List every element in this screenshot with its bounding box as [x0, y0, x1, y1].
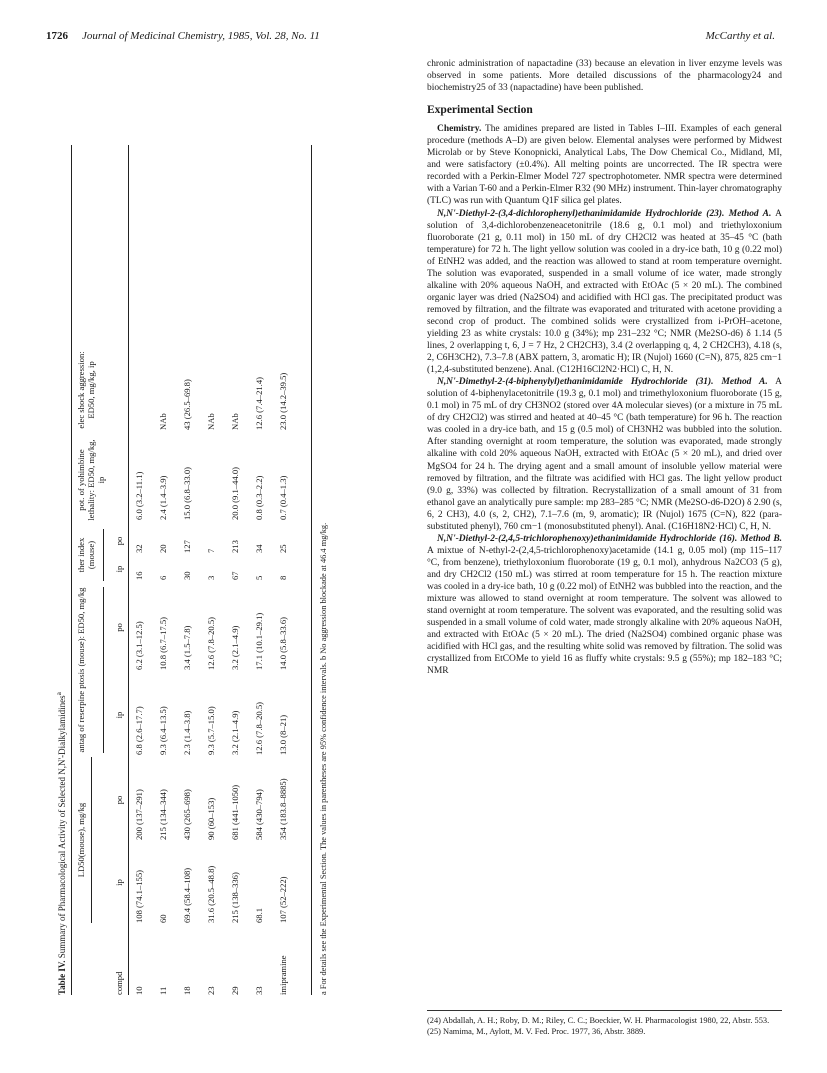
cell-yoh: 15.0 (6.8–33.0) [182, 467, 192, 520]
cell-ti_po: 34 [254, 544, 264, 553]
references [427, 1010, 782, 1037]
cell-yoh: 0.8 (0.3–2.2) [254, 475, 264, 520]
cell-pt_ip: 13.0 (8–21) [278, 714, 288, 755]
cell-compd: 23 [206, 986, 216, 995]
ld50-underline [91, 757, 92, 923]
compound-31-paragraph [427, 376, 782, 533]
cell-ld_ip: 107 (52–222) [278, 876, 288, 923]
group-header-yohimbine: pot. of yohimbine lethality: ED50, mg/kg, ip [76, 439, 106, 521]
cell-compd: imipramine [278, 955, 288, 995]
cell-ld_ip: 68.1 [254, 907, 264, 923]
cell-ld_po: 215 (134–344) [158, 789, 168, 840]
cell-pt_po: 6.2 (3.1–12.5) [134, 621, 144, 670]
cell-yoh: 6.0 (3.2–11.1) [134, 471, 144, 520]
compound-23-text: A solution of 3,4-dichlorobenzeneacetonitrile (18.6 g, 0.1 mol) and triethyloxonium fluoroborate (21 g, 0.11 mol) in 150 mL of dry CH2Cl2 was heated at 35–45 °C (bath temperature) for 72 h. The light yellow solution was cooled in a dry-ice bath, 10 g (0.22 mol) of EtNH2 was added, and the reaction was allowed to stand at room temperature overnight. The solution was evaporated, suspended in a small volume of ice water, made strongly alkaline with 20% aqueous NaOH, and extracted with EtOAc (5 × 20 mL). The combined organic layer was dried (Na2SO4) and acidified with HCl gas. The precipitated product was removed by filtration, and the filtrate was evaporated and triturated with acetone providing a second crop of product. The combined solids were crystallized from i-PrOH–acetone, yielding 23 as white crystals: 10.0 g (34%); mp 231–232 °C; NMR (Me2SO-d6) δ 1.14 (5 lines, 2 overlapping t, 6, J = 7 Hz, 2 CH2CH3), 3.4 (2 overlapping q, 4, 2 CH2CH3), 4.18 (s, 2, C6H3CH2), 7.3–7.8 (ABX pattern, 3, aromatic H); IR (Nujol) 1660 (C=N), 875, 825 cm−1 (1,2,4-substituted benzene). Anal. (C12H16Cl2N2·HCl) C, H, N. [427, 208, 782, 376]
cell-shock: 12.6 (7.4–21.4) [254, 377, 264, 430]
cell-ld_ip: 60 [158, 914, 168, 923]
cell-ld_ip: 108 (74.1–155) [134, 870, 144, 923]
table-caption-label: Table IV. [57, 960, 67, 995]
cell-pt_ip: 9.3 (6.4–13.5) [158, 706, 168, 755]
reference-25: (25) Namima, M., Aylott, M. V. Fed. Proc. 1977, 36, Abstr. 3889. [427, 1027, 646, 1036]
ld50-po-header: po [114, 795, 124, 805]
cell-shock: NAb [230, 413, 240, 430]
chemistry-text: The amidines prepared are listed in Tables I–III. Examples of each general procedure (methods A–D) are given below. Elemental analyses were performed by Midwest Microlab or by Steve Konopnicki, Analytical Labs, The Dow Chemical Co., Midland, MI, and were satisfactory (±0.4%). All melting points are uncorrected. The IR spectra were recorded with a Perkin-Elmer Model 727 spectrophotometer. NMR spectra were determined with a Varian T-60 and a Perkin-Elmer R32 (90 MHz) instrument. Thin-layer chromatography (TLC) was run with Quantum Q1F silica gel plates. [427, 124, 782, 207]
page-number: 1726 [46, 30, 68, 42]
cell-pt_ip: 3.2 (2.1–4.9) [230, 710, 240, 755]
cell-compd: 11 [158, 986, 168, 995]
section-title: Experimental Section [427, 104, 533, 117]
cell-compd: 10 [134, 986, 144, 995]
table-caption-sup: a [54, 692, 63, 696]
running-authors: McCarthy et al. [705, 30, 775, 42]
cell-yoh: 20.0 (9.1–44.0) [230, 467, 240, 520]
cell-pt_ip: 6.8 (2.6–17.7) [134, 706, 144, 755]
ther-underline [103, 529, 104, 581]
running-header [46, 30, 775, 46]
cell-ti_po: 213 [230, 540, 240, 553]
cell-shock: NAb [158, 413, 168, 430]
compound-16-paragraph [427, 533, 782, 678]
cell-ti_po: 32 [134, 544, 144, 553]
cell-compd: 18 [182, 986, 192, 995]
ptosis-underline [103, 587, 104, 753]
journal-citation: Journal of Medicinal Chemistry, 1985, Vol. 28, No. 11 [82, 30, 320, 42]
cell-ld_po: 90 (60–153) [206, 797, 216, 840]
cell-pt_po: 14.0 (5.8–33.6) [278, 617, 288, 670]
cell-ld_po: 354 (183.8–8885) [278, 778, 288, 840]
chemistry-paragraph [427, 123, 782, 207]
cell-ti_ip: 8 [278, 575, 288, 580]
cell-ti_po: 20 [158, 544, 168, 553]
compound-31-heading: N,N'-Dimethyl-2-(4-biphenylyl)ethanimidamide Hydrochloride (31). Method A. [437, 377, 768, 388]
cell-ld_po: 200 (137–291) [134, 789, 144, 840]
chemistry-heading: Chemistry. [437, 124, 482, 135]
cell-ti_po: 127 [182, 540, 192, 553]
cell-compd: 29 [230, 986, 240, 995]
ld50-ip-header: ip [114, 879, 124, 886]
table-bottom-rule [311, 145, 312, 995]
cell-pt_po: 3.4 (1.5–7.8) [182, 625, 192, 670]
cell-ti_po: 25 [278, 544, 288, 553]
group-header-ld50: LD50(mouse), mg/kg [76, 802, 86, 878]
reference-24: (24) Abdallah, A. H.; Roby, D. M.; Riley, C. C.; Boeckier, W. H. Pharmacologist 1980, 22, Abstr. 553. [427, 1016, 770, 1025]
ptosis-ip-header: ip [114, 711, 124, 719]
table-iv [55, 145, 335, 995]
compound-23-heading: N,N'-Diethyl-2-(3,4-dichlorophenyl)ethanimidamide Hydrochloride (23). Method A. [437, 208, 772, 219]
compound-16-heading: N,N'-Diethyl-2-(2,4,5-trichlorophenoxy)ethanimidamide Hydrochloride (16). Method B. [437, 533, 782, 544]
table-footnote: a For details see the Experimental Section. The values in parentheses are 95% confidence intervals. b No aggression blockade at 46.4 mg/kg. [319, 522, 328, 995]
ptosis-po-header: po [114, 623, 124, 632]
cell-ti_ip: 5 [254, 575, 264, 580]
compound-16-text: A mixtue of N-ethyl-2-(2,4,5-trichlorophenoxy)acetamide (14.1 g, 0.05 mol) (mp 115–117 °C, from benzene), triethyloxonium fluoroborate (19 g, 0.1 mol), anhydrous Na2CO3 (5 g), and dry CH2Cl2 (150 mL) was stirred at room temperature for 15 h. The reaction mixture was cooled in a dry-ice bath, 10 g (0.22 mol) of EtNH2 was bubbled into the reaction, and the mixture was allowed to stand overnight at room temperature. The solvent was allowed to stand overnight at room temperature. The solvent was evaporated, and the resulting solid was suspended in a small volume of cold water, made strongly alkaline with 20% aqueous NaOH, and extracted with EtOAc (5 × 20 mL). The dried (Na2SO4) combined organic phase was acidified with HCl gas, and the resulting white solid was removed by filtration. The solid was crystallized from EtCOMe to yield 16 as fluffy white crystals: 9.5 g (55%); mp 182–183 °C; NMR [427, 545, 782, 677]
cell-ti_po: 7 [206, 548, 216, 553]
group-header-shock: elec shock aggression: ED50, mg/kg, ip [76, 351, 96, 429]
cell-ld_ip: 31.6 (20.5–48.8) [206, 865, 216, 923]
col-header-compd: compd [114, 971, 124, 995]
cell-ld_po: 584 (430–794) [254, 789, 264, 840]
table-header-rule [128, 145, 129, 995]
compound-23-paragraph [427, 208, 782, 377]
table-top-rule [71, 145, 72, 995]
cell-ti_ip: 16 [134, 571, 144, 580]
cell-compd: 33 [254, 986, 264, 995]
table-caption-text: Summary of Pharmacological Activity of Selected N,N'-Dialkylamidines [57, 695, 67, 959]
cell-pt_po: 10.8 (6.7–17.5) [158, 617, 168, 670]
cell-ld_po: 681 (441–1050) [230, 784, 240, 840]
cell-ti_ip: 67 [230, 571, 240, 580]
cell-shock: 43 (26.5–69.8) [182, 379, 192, 430]
cell-pt_ip: 2.3 (1.4–3.8) [182, 710, 192, 755]
cell-pt_ip: 12.6 (7.8–20.5) [254, 702, 264, 755]
references-rule [427, 1010, 782, 1011]
table-caption [55, 692, 67, 995]
intro-paragraph: chronic administration of napactadine (33) because an elevation in liver enzyme levels was observed in some patients. More detailed discussions of the pharmacology24 and biochemistry25 of 33 (napactadine) have been published. [427, 59, 782, 94]
cell-pt_po: 12.6 (7.8–20.5) [206, 617, 216, 670]
cell-yoh: 2.4 (1.4–3.9) [158, 475, 168, 520]
group-header-ptosis: antag of reserpine ptosis (mouse): ED50, mg/kg [76, 587, 86, 753]
cell-shock: NAb [206, 413, 216, 430]
ther-po-header: po [114, 536, 124, 546]
cell-ld_ip: 69.4 (58.4–108) [182, 867, 192, 923]
right-column [427, 58, 782, 677]
cell-ti_ip: 6 [158, 575, 168, 580]
cell-pt_po: 17.1 (10.1–29.1) [254, 612, 264, 670]
cell-shock: 23.0 (14.2–39.5) [278, 372, 288, 430]
group-header-ther: ther index (mouse) [76, 537, 96, 573]
cell-ld_po: 430 (265–698) [182, 789, 192, 840]
cell-pt_ip: 9.3 (5.7–15.0) [206, 706, 216, 755]
ther-ip-header: ip [114, 565, 124, 573]
cell-ti_ip: 3 [206, 575, 216, 580]
compound-31-text: A solution of 4-biphenylacetonitrile (19.3 g, 0.1 mol) and trimethyloxonium fluoroborate (15 g, 0.1 mol) in 75 mL of dry CH3NO2 (stored over 4A molecular sieves) (or a mixture in 75 mL of dry CH2Cl2) was stirred and heated at 40–45 °C (bath temperature) for 96 h. The reaction was cooled in a dry-ice bath, and 15 g (0.5 mol) of CH3NH2 was bubbled into the solution. After standing overnight at room temperature, the solution was evaporated, made strongly alkaline with cold 20% aqueous NaOH, extracted with EtOAc (5 × 20 mL), and dried over MgSO4 for 24 h. The drying agent and a small amount of insoluble yellow material were removed by filtration, and the filtrate was acidified with HCl gas. The light yellow product (9.0 g, 33%) was collected by filtration. Recrystallization of a small amount of 31 from ethanol gave an analytically pure sample: mp 283–285 °C; NMR (Me2SO-d6-D2O) δ 2.90 (s, 6, 2 CH3), 4.0 (s, 2, CH2), 7.1–7.6 (m, 9, aromatic); IR (Nujol) 1675 (C=N), 822 (para-substituted phenyl), 760 cm−1 (monosubstituted phenyl). Anal. (C16H18N2·HCl) C, H, N. [427, 377, 782, 532]
cell-yoh: 0.7 (0.4–1.3) [278, 475, 288, 520]
cell-ti_ip: 30 [182, 571, 192, 580]
cell-ld_ip: 215 (138–336) [230, 872, 240, 923]
cell-pt_po: 3.2 (2.1–4.9) [230, 625, 240, 670]
